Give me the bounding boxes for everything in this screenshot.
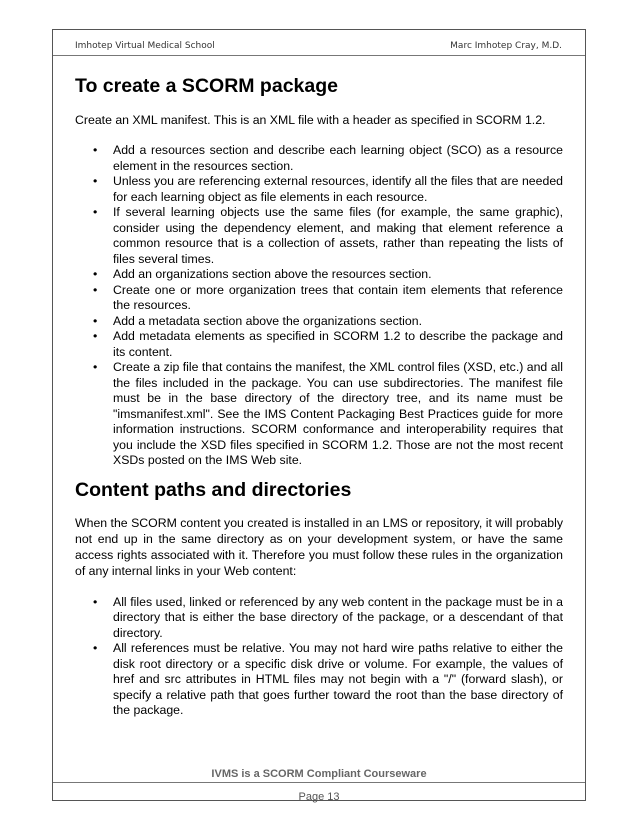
list-item: • Add an organizations section above the resources section.: [75, 267, 563, 283]
list-item: • If several learning objects use the same files (for example, the same graphic), consider using the dependency element, and making that element reference a common resource that is a collection of assets, rather than repeating the lists of files several times.: [75, 205, 563, 267]
content-paths-paragraph: When the SCORM content you created is installed in an LMS or repository, it will probably not end up in the same directory as on your development system, or have the same access rights associated with it. Therefore you must follow these rules in the organization of any internal links in your Web content:: [75, 515, 563, 578]
footer-title-wrap: [0, 764, 638, 782]
section-title-content-paths: Content paths and directories: [75, 478, 352, 501]
header-divider: [53, 55, 585, 56]
header-left: Imhotep Virtual Medical School: [75, 41, 215, 51]
header-right: Marc Imhotep Cray, M.D.: [450, 41, 562, 51]
list-item: • Add a metadata section above the organizations section.: [75, 314, 563, 330]
list-item: • Create a zip file that contains the manifest, the XML control files (XSD, etc.) and all the files included in the package. You can use subdirectories. The manifest file must be in the base directory of the directory tree, and its name must be "imsmanifest.xml". See the IMS Content Packaging Best Practices guide for more information instructions. SCORM conformance and interoperability requires that you include the XSD files specified in SCORM 1.2. Those are not the most recent XSDs posted on the IMS Web site.: [75, 360, 563, 469]
content-paths-rules-list: [75, 595, 563, 719]
scorm-steps-list: [75, 143, 563, 469]
list-item: • All references must be relative. You may not hard wire paths relative to either the disk root directory or a specific disk drive or volume. For example, the values of href and src attributes in HTML files may not begin with a "/" (forward slash), or specify a relative path that goes further toward the root than the base directory of the package.: [75, 641, 563, 719]
list-item: • All files used, linked or referenced by any web content in the package must be in a directory that is either the base directory of the package, or a descendant of that directory.: [75, 595, 563, 642]
list-item: • Add metadata elements as specified in SCORM 1.2 to describe the package and its content.: [75, 329, 563, 360]
footer-title: IVMS is a SCORM Compliant Courseware: [211, 768, 427, 780]
list-item: • Add a resources section and describe each learning object (SCO) as a resource element in the resources section.: [75, 143, 563, 174]
list-item: • Unless you are referencing external resources, identify all the files that are needed for each learning object as file elements in each resource.: [75, 174, 563, 205]
intro-paragraph: Create an XML manifest. This is an XML file with a header as specified in SCORM 1.2.: [75, 113, 546, 127]
footer-divider: [53, 782, 585, 783]
list-item: • Create one or more organization trees that contain item elements that reference the resources.: [75, 283, 563, 314]
page-content: [75, 74, 563, 719]
section-title-scorm-package: To create a SCORM package: [75, 75, 338, 97]
page-number: Page 13: [298, 791, 340, 803]
